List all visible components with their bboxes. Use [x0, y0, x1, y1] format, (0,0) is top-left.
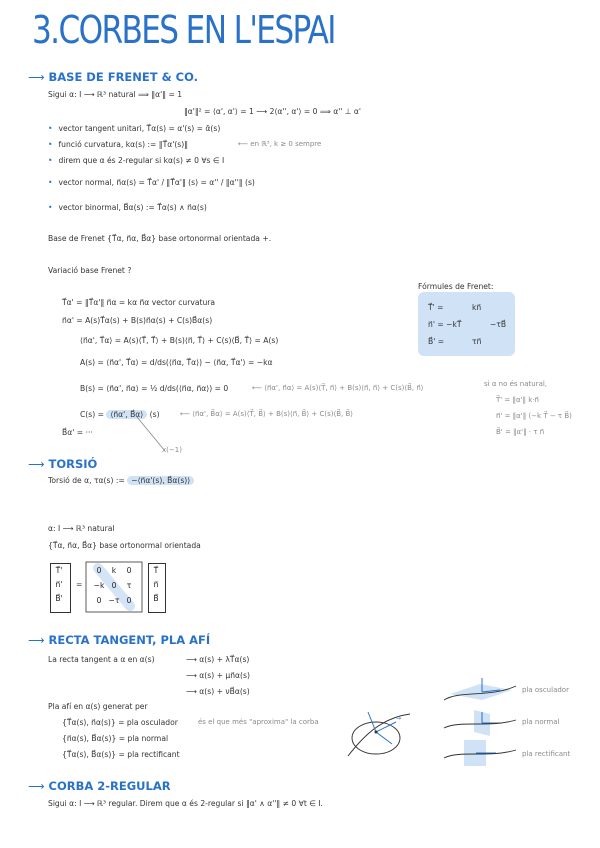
arrow-right-icon: ⟶	[28, 457, 45, 471]
matrix-cell: 0	[96, 596, 102, 605]
matrix-cell: B⃗'	[55, 594, 63, 603]
text-line: {T⃗α(s), n⃗α(s)} = pla osculador	[62, 718, 178, 727]
svg-text:→: →	[396, 715, 402, 722]
text-line: Sigui α: I ⟶ ℝ³ natural ⟹ ‖α'‖ = 1	[48, 90, 183, 99]
formula-lhs: n⃗' = −kT⃗	[428, 320, 462, 329]
side-note: x(−1)	[162, 446, 182, 454]
formula-rhs: −τB⃗	[490, 320, 507, 329]
section-heading-recta	[28, 633, 210, 647]
bullet-text: direm que α és 2-regular si kα(s) ≠ 0 ∀s ∈ I	[58, 156, 225, 165]
section-heading-corba2	[28, 779, 171, 793]
page-title: 3.CORBES EN L'ESPAI	[32, 8, 335, 52]
matrix-cell: −k	[93, 581, 105, 590]
matrix-cell: −τ	[108, 596, 120, 605]
text-line: ⟶ α(s) + μn⃗α(s)	[186, 671, 250, 680]
arrow-right-icon: ⟶	[28, 70, 45, 84]
note-text: ⟨n⃗α', n⃗α⟩ = A(s)⟨T⃗, n⃗⟩ + B(s)⟨n⃗, n⃗⟩ + C(s)⟨B⃗, n⃗⟩	[264, 384, 424, 392]
bullet-item	[48, 203, 207, 212]
text-line: Variació base Frenet ?	[48, 266, 132, 275]
formula-rhs: kn⃗	[472, 303, 482, 312]
side-note	[252, 384, 424, 392]
equals-sign: =	[76, 580, 83, 589]
text-line: {T⃗α(s), B⃗α(s)} = pla rectificant	[62, 750, 180, 759]
text-line: La recta tangent a α en α(s)	[48, 655, 155, 664]
side-note: n⃗' = ‖α'‖ (−k T⃗ − τ B⃗)	[496, 412, 572, 420]
bullet-item	[48, 178, 255, 187]
equation-line	[48, 476, 194, 485]
bullet-icon: •	[48, 124, 53, 133]
text-line: ⟶ α(s) + νB⃗α(s)	[186, 687, 250, 696]
note-text: en ℝ³, k ≥ 0 sempre	[250, 140, 322, 148]
matrix-cell: k	[111, 566, 117, 575]
bullet-icon: •	[48, 140, 53, 149]
matrix-cell: n⃗	[153, 580, 159, 589]
formula-lhs: T⃗' =	[428, 303, 444, 312]
bullet-text: vector normal, n⃗α(s) = T⃗α' / ‖T⃗α'‖ (s) = α'' / ‖α''‖ (s)	[58, 178, 255, 187]
equation-line: ⟨n⃗α', T⃗α⟩ = A(s)⟨T⃗, T⃗⟩ + B(s)⟨n⃗, T⃗⟩ + C(s)⟨B⃗, T⃗⟩ = A(s)	[80, 336, 279, 345]
bullet-icon: •	[48, 156, 53, 165]
equation-part: C(s) =	[80, 410, 107, 419]
diagram-label: pla osculador	[522, 686, 569, 694]
text-line: Pla afí en α(s) generat per	[48, 702, 148, 711]
equation-part: (s)	[147, 410, 160, 419]
curve-frame-diagram	[340, 698, 420, 768]
section-title: TORSIÓ	[48, 457, 98, 471]
text-line: {T⃗α, n⃗α, B⃗α} base ortonormal orientada	[48, 541, 201, 550]
arrow-left-icon: ⟵	[252, 384, 265, 392]
matrix-cell: T⃗	[153, 566, 159, 575]
matrix-cell: 0	[111, 581, 117, 590]
normal-plane-diagram	[440, 708, 520, 738]
text-line: α: I ⟶ ℝ³ natural	[48, 524, 115, 533]
bullet-icon: •	[48, 203, 53, 212]
bullet-icon: •	[48, 178, 53, 187]
rectifying-plane-diagram	[440, 738, 520, 768]
matrix-cell: τ	[126, 581, 132, 590]
equation-line: T⃗α' = ‖T⃗α'‖ n⃗α = kα n⃗α vector curvatura	[62, 298, 216, 307]
side-note	[238, 140, 321, 148]
bullet-item	[48, 140, 188, 149]
matrix-cell: 0	[126, 596, 132, 605]
side-note: és el que més "aproxima" la corba	[198, 718, 319, 726]
highlighted-term: ⟨n⃗α', B⃗α⟩	[106, 410, 147, 419]
section-heading-torsio	[28, 457, 97, 471]
text-line: ⟶ α(s) + λT⃗α(s)	[186, 655, 250, 664]
equation-line: n⃗α' = A(s)T⃗α(s) + B(s)n⃗α(s) + C(s)B⃗α(s)	[62, 316, 213, 325]
section-heading-frenet	[28, 70, 198, 84]
bullet-item	[48, 124, 220, 133]
side-note	[180, 410, 353, 418]
formulas-title: Fórmules de Frenet:	[418, 282, 494, 291]
bullet-text: vector binormal, B⃗α(s) := T⃗α(s) ∧ n⃗α(s)	[58, 203, 207, 212]
matrix-cell: n⃗'	[55, 580, 63, 589]
arrow-right-icon: ⟶	[28, 633, 45, 647]
text-line: Sigui α: I ⟶ ℝ³ regular. Direm que α és 2-regular si ‖α' ∧ α''‖ ≠ 0 ∀t ∈ I.	[48, 799, 323, 808]
matrix-cell: 0	[96, 566, 102, 575]
highlighted-term: −⟨n⃗α'(s), B⃗α(s)⟩	[127, 476, 194, 485]
side-note: T⃗' = ‖α'‖ k·n⃗	[496, 396, 539, 404]
osculating-plane-diagram	[440, 676, 520, 706]
section-title: RECTA TANGENT, PLA AFÍ	[48, 633, 211, 647]
bullet-text: funció curvatura, kα(s) := ‖T⃗α'(s)‖	[58, 140, 189, 149]
side-note: B⃗' = ‖α'‖ · τ n⃗	[496, 428, 545, 436]
section-title: CORBA 2-REGULAR	[48, 779, 171, 793]
arrow-right-icon: ⟶	[28, 779, 45, 793]
side-note: si α no és natural,	[484, 380, 548, 388]
equation-line: B⃗α' = ···	[62, 428, 93, 437]
text-line: ‖α'‖² = ⟨α', α'⟩ = 1 ⟶ 2⟨α'', α'⟩ = 0 ⟹ α'' ⊥ α'	[184, 107, 361, 116]
matrix-cell: T⃗'	[55, 566, 63, 575]
diagram-label: pla rectificant	[522, 750, 571, 758]
diagram-label: pla normal	[522, 718, 560, 726]
arrow-left-icon: ⟵	[238, 140, 251, 148]
equation-line: A(s) = ⟨n⃗α', T⃗α⟩ = d/ds(⟨n⃗α, T⃗α⟩) − ⟨n⃗α, T⃗α'⟩ = −kα	[80, 358, 273, 367]
arrow-left-icon: ⟵	[180, 410, 193, 418]
matrix-cell: B⃗	[153, 594, 159, 603]
formula-lhs: B⃗' =	[428, 337, 445, 346]
text-line: Base de Frenet {T⃗α, n⃗α, B⃗α} base ortonormal orientada +.	[48, 234, 272, 243]
matrix-cell: 0	[126, 566, 132, 575]
note-text: ⟨n⃗α', B⃗α⟩ = A(s)⟨T⃗, B⃗⟩ + B(s)⟨n⃗, B⃗⟩ + C(s)⟨B⃗, B⃗⟩	[192, 410, 353, 418]
equation-part: Torsió de α, τα(s) :=	[48, 476, 128, 485]
bullet-text: vector tangent unitari, T⃗α(s) = α'(s) = ᾱ(s)	[58, 124, 221, 133]
section-title: BASE DE FRENET & CO.	[48, 70, 198, 84]
bullet-item	[48, 156, 224, 165]
formula-rhs: τn⃗	[472, 337, 482, 346]
text-line: {n⃗α(s), B⃗α(s)} = pla normal	[62, 734, 169, 743]
equation-line: B(s) = ⟨n⃗α', n⃗α⟩ = ½ d/ds(⟨n⃗α, n⃗α⟩) = 0	[80, 384, 229, 393]
